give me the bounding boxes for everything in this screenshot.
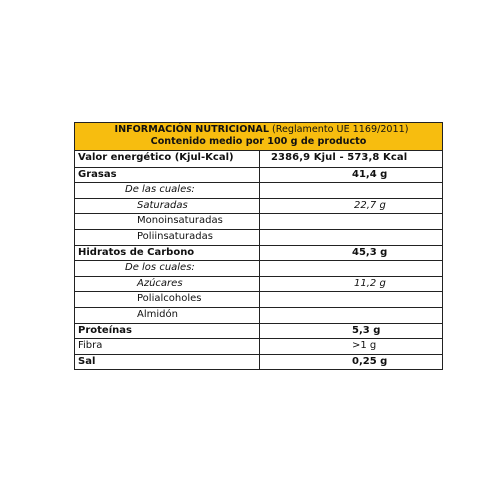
poly-label: Poliinsaturadas <box>75 230 260 245</box>
table-title-bold: INFORMACIÓN NUTRICIONAL <box>114 124 269 135</box>
row-poly <box>75 229 442 245</box>
table-title <box>75 124 442 136</box>
sugars-value: 11,2 g <box>354 277 386 289</box>
row-fats <box>75 167 442 183</box>
carbs-value: 45,3 g <box>352 246 388 258</box>
row-polyols <box>75 291 442 307</box>
row-carbs-of-which <box>75 260 442 276</box>
protein-value: 5,3 g <box>352 324 381 336</box>
saturated-value: 22,7 g <box>354 199 386 211</box>
fiber-value: >1 g <box>352 340 377 352</box>
row-salt <box>75 354 442 370</box>
row-carbs <box>75 245 442 261</box>
energy-label: Valor energético (Kjul-Kcal) <box>75 151 260 167</box>
polyols-label: Polialcoholes <box>75 292 260 307</box>
fats-of-which-value <box>260 183 442 198</box>
row-starch <box>75 307 442 323</box>
energy-value: 2386,9 Kjul - 573,8 Kcal <box>271 152 408 163</box>
carbs-of-which-value <box>260 261 442 276</box>
row-protein <box>75 323 442 339</box>
fats-label: Grasas <box>75 168 260 183</box>
salt-label: Sal <box>75 355 260 370</box>
protein-label: Proteínas <box>75 324 260 339</box>
starch-value <box>260 308 442 323</box>
row-energy <box>75 151 442 167</box>
table-header <box>75 123 442 151</box>
row-sugars <box>75 276 442 292</box>
polyols-value <box>260 292 442 307</box>
fats-of-which-label: De las cuales: <box>75 183 260 198</box>
mono-value <box>260 214 442 229</box>
table-title-regulation: (Reglamento UE 1169/2011) <box>268 124 409 135</box>
saturated-label: Saturadas <box>75 199 260 214</box>
mono-label: Monoinsaturadas <box>75 214 260 229</box>
row-fiber <box>75 338 442 354</box>
fats-value: 41,4 g <box>352 168 388 180</box>
carbs-of-which-label: De los cuales: <box>75 261 260 276</box>
row-mono <box>75 213 442 229</box>
salt-value: 0,25 g <box>352 355 388 367</box>
fiber-label: Fibra <box>75 339 260 354</box>
row-fats-of-which <box>75 182 442 198</box>
poly-value <box>260 230 442 245</box>
table-subtitle: Contenido medio por 100 g de producto <box>150 136 367 147</box>
sugars-label: Azúcares <box>75 277 260 292</box>
starch-label: Almidón <box>75 308 260 323</box>
carbs-label: Hidratos de Carbono <box>75 246 260 261</box>
row-saturated <box>75 198 442 214</box>
nutrition-table <box>74 122 443 370</box>
